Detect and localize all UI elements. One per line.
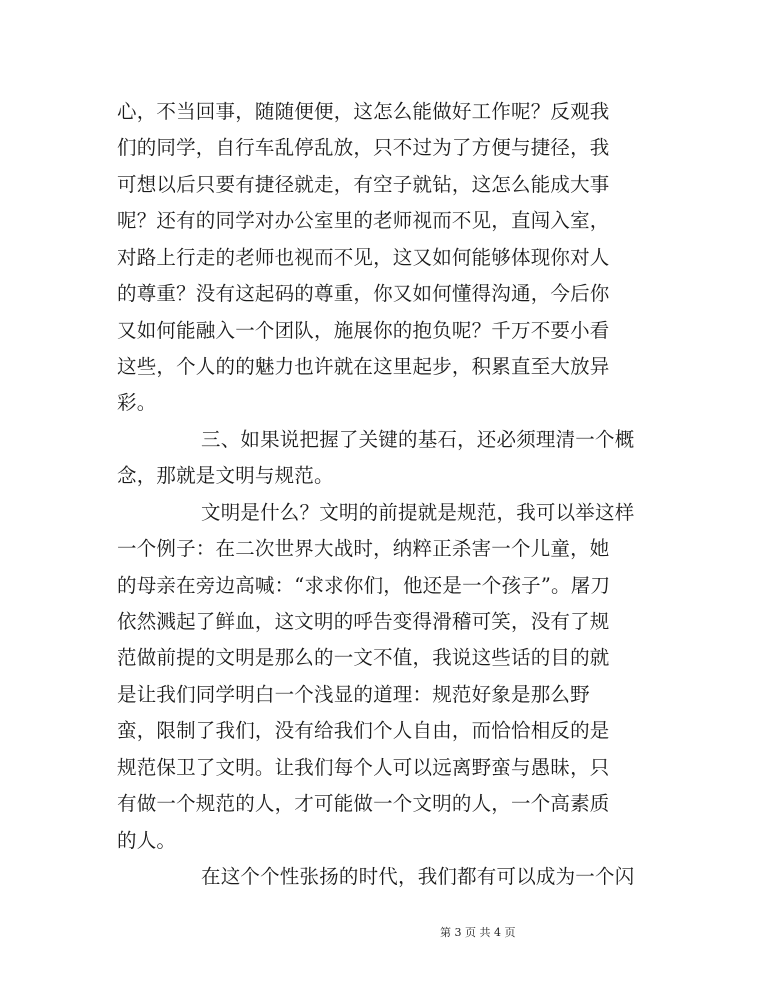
text-line: 可想以后只要有捷径就走，有空子就钻，这怎么能成大事 [117,173,610,196]
text-line: 念，那就是文明与规范。 [117,464,334,487]
text-line: 的尊重？没有这起码的尊重，你又如何懂得沟通，今后你 [117,282,610,305]
text-line: 三、如果说把握了关键的基石，还必须理清一个概 [201,428,635,451]
text-line: 这些，个人的的魅力也许就在这里起步，积累直至大放异 [117,355,610,378]
text-line: 们的同学，自行车乱停乱放，只不过为了方便与捷径，我 [117,136,610,159]
text-line: 蛮，限制了我们，没有给我们个人自由，而恰恰相反的是 [117,719,610,742]
text-line: 呢？还有的同学对办公室里的老师视而不见，直闯入室， [117,209,610,232]
text-line: 彩。 [117,391,157,414]
text-line: 有做一个规范的人，才可能做一个文明的人，一个高素质 [117,792,610,815]
page-number-label: 第 3 页 共 4 页 [440,926,516,939]
text-line: 依然溅起了鲜血，这文明的呼告变得滑稽可笑，没有了规 [117,610,610,633]
text-line: 在这个个性张扬的时代，我们都有可以成为一个闪 [201,865,635,888]
text-line: 又如何能融入一个团队，施展你的抱负呢？千万不要小看 [117,319,610,342]
text-line: 的人。 [117,829,177,852]
text-line: 是让我们同学明白一个浅显的道理：规范好象是那么野 [117,683,590,706]
text-line: 心，不当回事，随随便便，这怎么能做好工作呢？反观我 [117,100,610,123]
text-line: 文明是什么？文明的前提就是规范，我可以举这样 [201,501,635,524]
text-line: 对路上行走的老师也视而不见，这又如何能够体现你对人 [117,246,610,269]
text-line: 范做前提的文明是那么的一文不值，我说这些话的目的就 [117,646,610,669]
text-line: 一个例子：在二次世界大战时，纳粹正杀害一个儿童，她 [117,537,610,560]
text-line: 规范保卫了文明。让我们每个人可以远离野蛮与愚昧，只 [117,756,610,779]
page-footer [0,926,770,940]
text-line: 的母亲在旁边高喊：“求求你们，他还是一个孩子”。屠刀 [117,574,611,597]
